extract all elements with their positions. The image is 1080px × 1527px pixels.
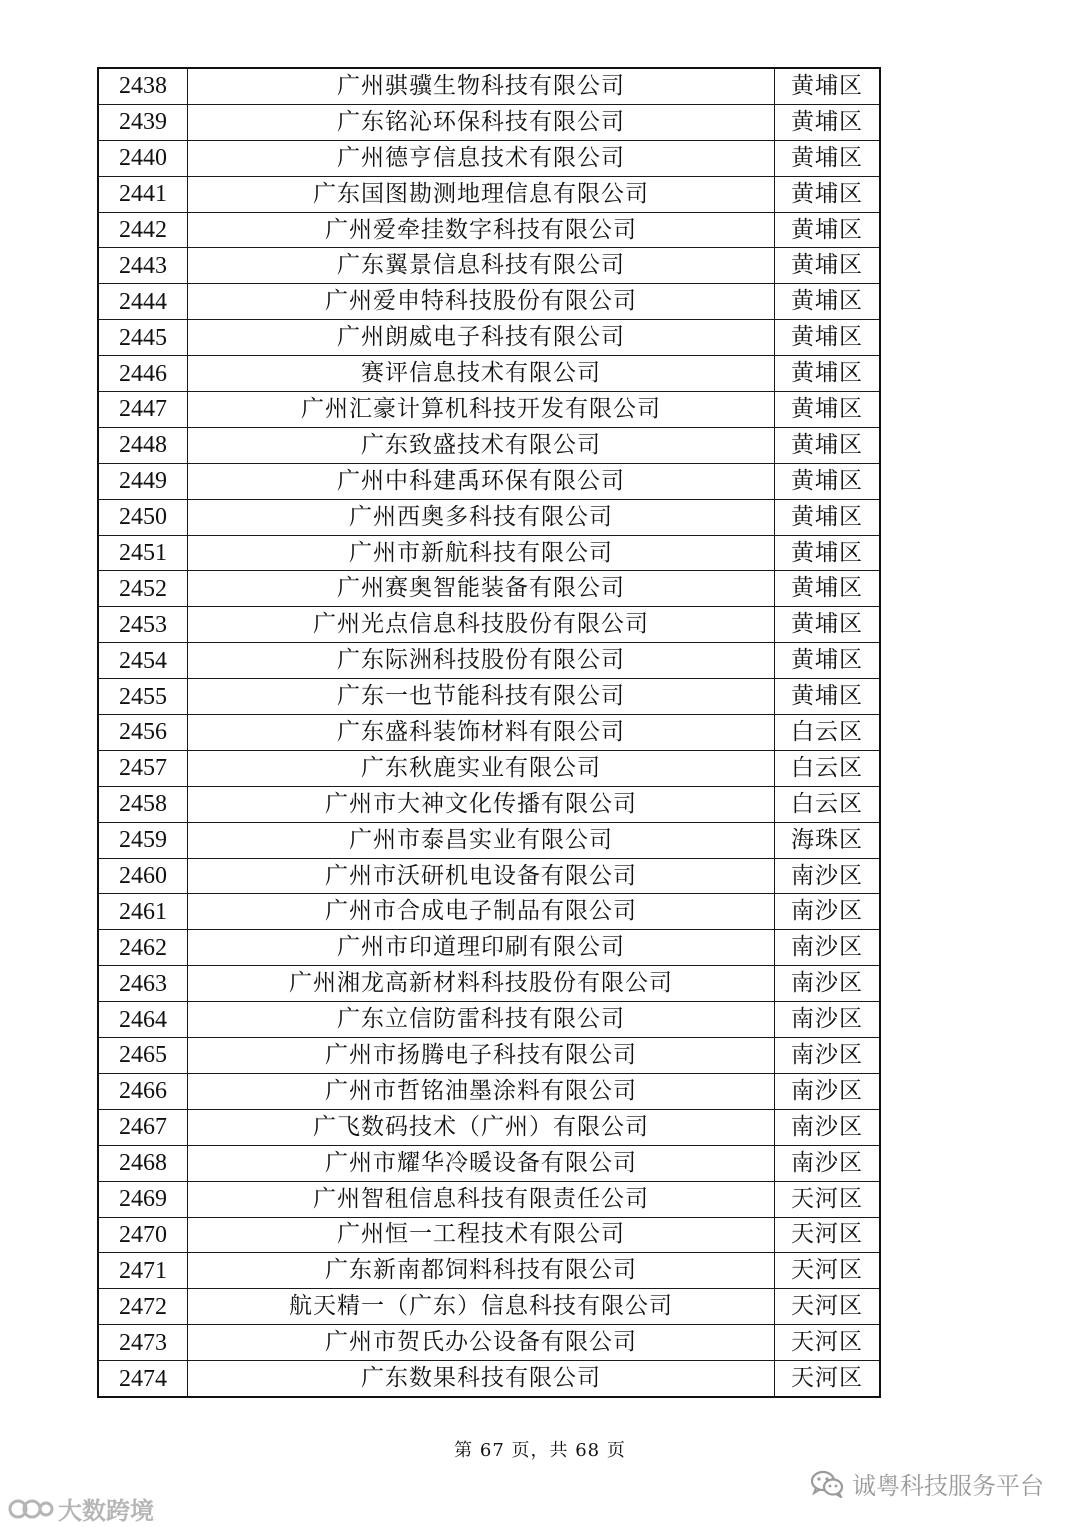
table-row [98,1038,880,1074]
company-name: 广州德亨信息技术有限公司 [188,140,775,176]
table-row [98,1145,880,1181]
company-name: 广州朗威电子科技有限公司 [188,320,775,356]
row-number: 2438 [98,68,188,104]
company-table [97,67,881,1398]
table-row [98,894,880,930]
table-row [98,463,880,499]
district-name: 天河区 [775,1217,881,1253]
table-row [98,1217,880,1253]
row-number: 2467 [98,1109,188,1145]
district-name: 黄埔区 [775,320,881,356]
row-number: 2447 [98,392,188,428]
district-name: 黄埔区 [775,535,881,571]
company-name: 广州市大神文化传播有限公司 [188,786,775,822]
company-name: 广飞数码技术（广州）有限公司 [188,1109,775,1145]
company-name: 广东新南都饲料科技有限公司 [188,1253,775,1289]
company-name: 广州赛奥智能装备有限公司 [188,571,775,607]
company-name: 航天精一（广东）信息科技有限公司 [188,1289,775,1325]
company-name: 广州光点信息科技股份有限公司 [188,607,775,643]
table-row [98,1181,880,1217]
company-name: 广州市泰昌实业有限公司 [188,822,775,858]
row-number: 2472 [98,1289,188,1325]
row-number: 2449 [98,463,188,499]
district-name: 黄埔区 [775,427,881,463]
table-row [98,1253,880,1289]
district-name: 天河区 [775,1289,881,1325]
company-name: 广州市贺氏办公设备有限公司 [188,1325,775,1361]
district-name: 黄埔区 [775,356,881,392]
table-row [98,499,880,535]
table-row [98,858,880,894]
row-number: 2441 [98,176,188,212]
table-row [98,679,880,715]
row-number: 2471 [98,1253,188,1289]
row-number: 2469 [98,1181,188,1217]
row-number: 2460 [98,858,188,894]
district-name: 黄埔区 [775,212,881,248]
company-name: 广州爱申特科技股份有限公司 [188,284,775,320]
wechat-icon [810,1470,844,1498]
table-row [98,1325,880,1361]
row-number: 2445 [98,320,188,356]
company-name: 广东国图勘测地理信息有限公司 [188,176,775,212]
row-number: 2439 [98,104,188,140]
district-name: 黄埔区 [775,463,881,499]
table-row [98,571,880,607]
district-name: 黄埔区 [775,571,881,607]
row-number: 2458 [98,786,188,822]
table-row [98,392,880,428]
row-number: 2453 [98,607,188,643]
watermark-right-text: 诚粤科技服务平台 [852,1472,1044,1500]
table-row [98,320,880,356]
table-row [98,104,880,140]
row-number: 2464 [98,1002,188,1038]
row-number: 2451 [98,535,188,571]
district-name: 黄埔区 [775,392,881,428]
table-row [98,427,880,463]
company-name: 广东数果科技有限公司 [188,1361,775,1397]
district-name: 海珠区 [775,822,881,858]
district-name: 黄埔区 [775,140,881,176]
company-name: 广州骐骥生物科技有限公司 [188,68,775,104]
watermark-left [8,1491,154,1526]
row-number: 2459 [98,822,188,858]
row-number: 2474 [98,1361,188,1397]
row-number: 2448 [98,427,188,463]
district-name: 南沙区 [775,1145,881,1181]
company-name: 广东一也节能科技有限公司 [188,679,775,715]
company-name: 广州市印道理印刷有限公司 [188,930,775,966]
company-name: 广州市新航科技有限公司 [188,535,775,571]
company-table-body [98,68,880,1397]
district-name: 黄埔区 [775,104,881,140]
district-name: 南沙区 [775,930,881,966]
table-row [98,643,880,679]
row-number: 2473 [98,1325,188,1361]
company-name: 广州市沃研机电设备有限公司 [188,858,775,894]
row-number: 2440 [98,140,188,176]
company-name: 广州市哲铭油墨涂料有限公司 [188,1073,775,1109]
table-row [98,1002,880,1038]
brand-logo-icon [8,1496,54,1522]
district-name: 黄埔区 [775,176,881,212]
district-name: 黄埔区 [775,68,881,104]
page-footer: 第 67 页，共 68 页 [454,1440,626,1461]
district-name: 南沙区 [775,858,881,894]
row-number: 2455 [98,679,188,715]
row-number: 2461 [98,894,188,930]
district-name: 天河区 [775,1253,881,1289]
district-name: 南沙区 [775,1073,881,1109]
table-row [98,750,880,786]
row-number: 2442 [98,212,188,248]
table-row [98,248,880,284]
watermark-left-text: 大数跨境 [58,1497,154,1525]
watermark-right [810,1466,1044,1501]
company-name: 广州湘龙高新材料科技股份有限公司 [188,966,775,1002]
district-name: 天河区 [775,1181,881,1217]
company-name: 广州市扬腾电子科技有限公司 [188,1038,775,1074]
row-number: 2456 [98,715,188,751]
company-name: 广州恒一工程技术有限公司 [188,1217,775,1253]
table-row [98,176,880,212]
district-name: 南沙区 [775,1002,881,1038]
district-name: 白云区 [775,750,881,786]
district-name: 南沙区 [775,894,881,930]
company-name: 广东致盛技术有限公司 [188,427,775,463]
company-name: 广东翼景信息科技有限公司 [188,248,775,284]
row-number: 2462 [98,930,188,966]
table-row [98,607,880,643]
row-number: 2463 [98,966,188,1002]
row-number: 2446 [98,356,188,392]
row-number: 2443 [98,248,188,284]
company-name: 广州爱牵挂数字科技有限公司 [188,212,775,248]
table-row [98,68,880,104]
district-name: 南沙区 [775,1038,881,1074]
district-name: 黄埔区 [775,284,881,320]
table-row [98,715,880,751]
company-name: 广州汇豪计算机科技开发有限公司 [188,392,775,428]
company-name: 广东铭沁环保科技有限公司 [188,104,775,140]
district-name: 白云区 [775,715,881,751]
company-name: 赛评信息技术有限公司 [188,356,775,392]
company-name: 广东际洲科技股份有限公司 [188,643,775,679]
table-row [98,930,880,966]
district-name: 南沙区 [775,1109,881,1145]
row-number: 2468 [98,1145,188,1181]
row-number: 2452 [98,571,188,607]
district-name: 天河区 [775,1325,881,1361]
table-row [98,1361,880,1397]
district-name: 黄埔区 [775,679,881,715]
document-table-container [97,67,879,1398]
row-number: 2454 [98,643,188,679]
company-name: 广东立信防雷科技有限公司 [188,1002,775,1038]
table-row [98,1073,880,1109]
row-number: 2450 [98,499,188,535]
row-number: 2466 [98,1073,188,1109]
company-name: 广州西奥多科技有限公司 [188,499,775,535]
table-row [98,1109,880,1145]
company-name: 广东盛科装饰材料有限公司 [188,715,775,751]
row-number: 2457 [98,750,188,786]
row-number: 2470 [98,1217,188,1253]
district-name: 黄埔区 [775,499,881,535]
company-name: 广东秋鹿实业有限公司 [188,750,775,786]
table-row [98,356,880,392]
company-name: 广州市耀华冷暖设备有限公司 [188,1145,775,1181]
district-name: 南沙区 [775,966,881,1002]
table-row [98,140,880,176]
row-number: 2465 [98,1038,188,1074]
table-row [98,212,880,248]
district-name: 黄埔区 [775,643,881,679]
table-row [98,284,880,320]
district-name: 黄埔区 [775,248,881,284]
table-row [98,1289,880,1325]
table-row [98,786,880,822]
company-name: 广州市合成电子制品有限公司 [188,894,775,930]
company-name: 广州智租信息科技有限责任公司 [188,1181,775,1217]
table-row [98,822,880,858]
table-row [98,966,880,1002]
district-name: 黄埔区 [775,607,881,643]
district-name: 白云区 [775,786,881,822]
district-name: 天河区 [775,1361,881,1397]
company-name: 广州中科建禹环保有限公司 [188,463,775,499]
table-row [98,535,880,571]
row-number: 2444 [98,284,188,320]
